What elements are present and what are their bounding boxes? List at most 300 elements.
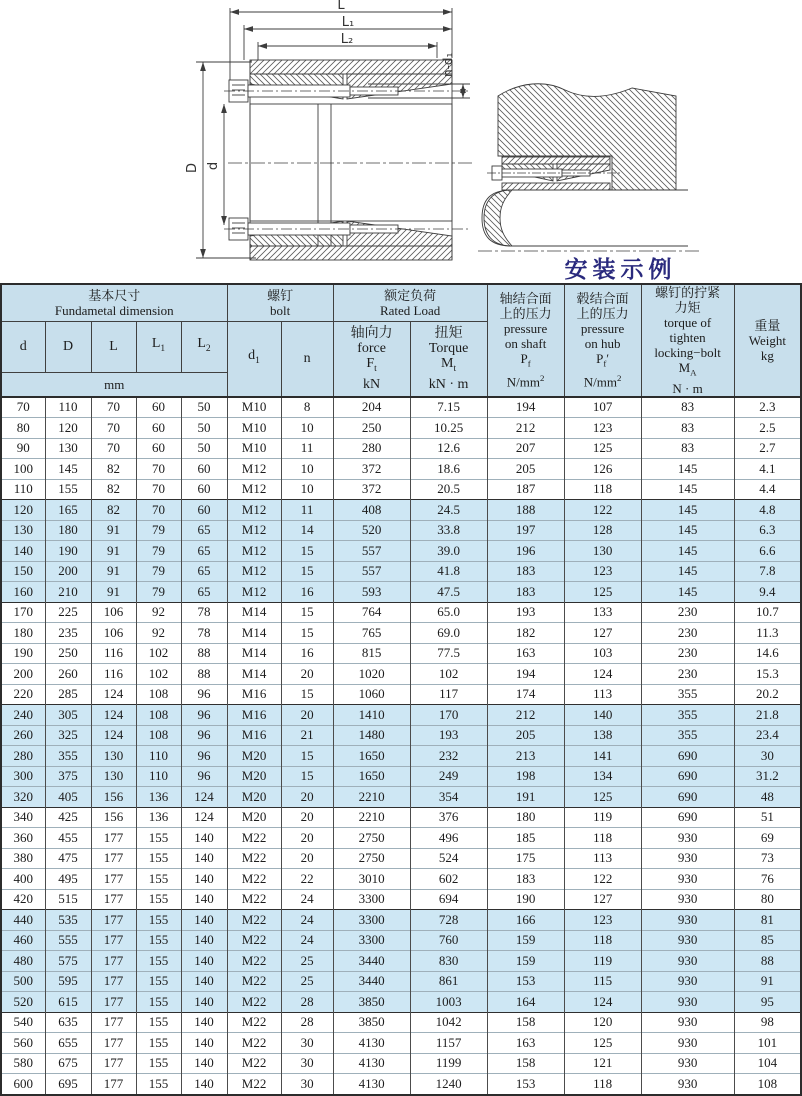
table-cell: M22 (227, 1012, 281, 1033)
table-cell: 177 (91, 869, 136, 890)
table-cell: 81 (734, 910, 801, 931)
table-cell: 12.6 (410, 438, 487, 459)
table-cell: 100 (1, 459, 45, 480)
table-cell: 14.6 (734, 643, 801, 664)
table-cell: 92 (136, 623, 181, 644)
table-cell: 340 (1, 807, 45, 828)
table-cell: 121 (564, 1053, 641, 1074)
table-row (1, 848, 801, 869)
table-cell: 515 (45, 889, 91, 910)
table-cell: 47.5 (410, 582, 487, 603)
table-cell: 140 (181, 930, 227, 951)
table-cell: 177 (91, 1053, 136, 1074)
table-cell: 116 (91, 643, 136, 664)
table-cell: 140 (564, 705, 641, 726)
table-cell: 555 (45, 930, 91, 951)
table-cell: 79 (136, 561, 181, 582)
table-cell: 128 (564, 520, 641, 541)
table-cell: 250 (333, 418, 410, 439)
table-cell: 140 (181, 1053, 227, 1074)
table-cell: 213 (487, 746, 564, 767)
table-cell: 31.2 (734, 766, 801, 787)
table-cell: 372 (333, 459, 410, 480)
table-cell: 20.5 (410, 479, 487, 500)
header-col-n: n (281, 322, 333, 397)
table-cell: 159 (487, 951, 564, 972)
table-cell: 122 (564, 869, 641, 890)
table-cell: 140 (1, 541, 45, 562)
table-cell: M22 (227, 992, 281, 1013)
table-cell: 22 (281, 869, 333, 890)
table-row (1, 541, 801, 562)
table-cell: 125 (564, 787, 641, 808)
table-cell: 177 (91, 848, 136, 869)
table-cell: 155 (45, 479, 91, 500)
table-cell: 145 (641, 541, 734, 562)
table-cell: 695 (45, 1074, 91, 1095)
table-cell: 300 (1, 766, 45, 787)
table-cell: 69.0 (410, 623, 487, 644)
table-cell: 212 (487, 705, 564, 726)
table-cell: 118 (564, 1074, 641, 1095)
header-col-d1: $d_1$ (227, 322, 281, 397)
table-cell: 140 (181, 1074, 227, 1095)
table-cell: 155 (136, 889, 181, 910)
table-cell: 119 (564, 807, 641, 828)
table-cell: 96 (181, 705, 227, 726)
table-cell: M12 (227, 500, 281, 521)
table-cell: 117 (410, 684, 487, 705)
table-cell: 130 (91, 766, 136, 787)
table-cell: 460 (1, 930, 45, 951)
table-cell: 77.5 (410, 643, 487, 664)
table-row (1, 520, 801, 541)
table-cell: 500 (1, 971, 45, 992)
table-cell: 560 (1, 1033, 45, 1054)
table-cell: 690 (641, 787, 734, 808)
table-cell: 140 (181, 1033, 227, 1054)
table-cell: 15 (281, 541, 333, 562)
table-cell: 30 (734, 746, 801, 767)
table-cell: 85 (734, 930, 801, 951)
table-cell: 113 (564, 848, 641, 869)
table-cell: 930 (641, 828, 734, 849)
table-cell: 130 (91, 746, 136, 767)
table-cell: 88 (181, 664, 227, 685)
table-row (1, 602, 801, 623)
table-cell: 376 (410, 807, 487, 828)
table-cell: 4.1 (734, 459, 801, 480)
table-cell: 3440 (333, 971, 410, 992)
table-cell: 98 (734, 1012, 801, 1033)
table-cell: 60 (181, 459, 227, 480)
table-cell: 1020 (333, 664, 410, 685)
table-cell: 1410 (333, 705, 410, 726)
table-cell: 115 (564, 971, 641, 992)
table-cell: 177 (91, 889, 136, 910)
table-cell: 180 (487, 807, 564, 828)
table-cell: 48 (734, 787, 801, 808)
table-cell: 177 (91, 930, 136, 951)
table-cell: 124 (91, 705, 136, 726)
table-cell: 930 (641, 992, 734, 1013)
table-cell: 145 (641, 459, 734, 480)
table-cell: 405 (45, 787, 91, 808)
table-cell: 153 (487, 1074, 564, 1095)
table-cell: 118 (564, 828, 641, 849)
table-cell: 120 (45, 418, 91, 439)
table-cell: 16 (281, 643, 333, 664)
table-cell: 165 (45, 500, 91, 521)
table-cell: 82 (91, 500, 136, 521)
table-cell: 15.3 (734, 664, 801, 685)
table-cell: 694 (410, 889, 487, 910)
table-cell: 158 (487, 1053, 564, 1074)
table-cell: 861 (410, 971, 487, 992)
table-row (1, 684, 801, 705)
table-cell: 124 (91, 725, 136, 746)
table-cell: 79 (136, 541, 181, 562)
table-cell: 212 (487, 418, 564, 439)
table-cell: 375 (45, 766, 91, 787)
table-cell: 50 (181, 438, 227, 459)
table-row (1, 787, 801, 808)
table-cell: 615 (45, 992, 91, 1013)
table-cell: 635 (45, 1012, 91, 1033)
table-cell: 65.0 (410, 602, 487, 623)
table-cell: M12 (227, 459, 281, 480)
table-cell: 760 (410, 930, 487, 951)
table-cell: 83 (641, 418, 734, 439)
table-cell: 2750 (333, 828, 410, 849)
table-cell: 164 (487, 992, 564, 1013)
table-row (1, 479, 801, 500)
table-cell: 91 (91, 561, 136, 582)
table-cell: 106 (91, 623, 136, 644)
table-cell: 930 (641, 1074, 734, 1095)
table-cell: 155 (136, 828, 181, 849)
table-cell: 166 (487, 910, 564, 931)
table-cell: 520 (1, 992, 45, 1013)
table-cell: 25 (281, 971, 333, 992)
table-cell: 3010 (333, 869, 410, 890)
table-row (1, 561, 801, 582)
table-cell: 163 (487, 643, 564, 664)
table-cell: 124 (564, 664, 641, 685)
table-cell: 136 (136, 787, 181, 808)
table-cell: M22 (227, 869, 281, 890)
table-cell: 600 (1, 1074, 45, 1095)
header-col-D: D (45, 322, 91, 373)
table-cell: 158 (487, 1012, 564, 1033)
table-cell: 30 (281, 1053, 333, 1074)
dim-label-D: D (185, 162, 200, 174)
table-cell: 4130 (333, 1053, 410, 1074)
table-cell: 134 (564, 766, 641, 787)
table-cell: M20 (227, 766, 281, 787)
table-cell: 230 (641, 623, 734, 644)
table-cell: 3300 (333, 889, 410, 910)
table-cell: 20 (281, 848, 333, 869)
table-cell: 155 (136, 1053, 181, 1074)
table-cell: 24.5 (410, 500, 487, 521)
table-cell: M12 (227, 520, 281, 541)
table-cell: 197 (487, 520, 564, 541)
table-cell: 20 (281, 664, 333, 685)
table-cell: 101 (734, 1033, 801, 1054)
table-cell: 155 (136, 910, 181, 931)
table-cell: 207 (487, 438, 564, 459)
table-cell: M22 (227, 951, 281, 972)
table-cell: M12 (227, 541, 281, 562)
table-cell: 122 (564, 500, 641, 521)
table-row (1, 951, 801, 972)
table-cell: 140 (181, 889, 227, 910)
table-cell: 420 (1, 889, 45, 910)
table-cell: 930 (641, 910, 734, 931)
locking-assembly-section (196, 8, 472, 260)
table-cell: 95 (734, 992, 801, 1013)
table-cell: 7.15 (410, 397, 487, 418)
table-cell: 25 (281, 951, 333, 972)
table-cell: 8 (281, 397, 333, 418)
table-cell: 108 (136, 705, 181, 726)
installation-example-drawing (478, 84, 700, 251)
table-cell: 2.5 (734, 418, 801, 439)
dim-label-d: d (206, 161, 221, 171)
table-cell: M16 (227, 705, 281, 726)
header-tightening-torque: 螺钉的拧紧 力矩 torque of tighten locking−bolt $M_A$ N · m (641, 284, 734, 397)
table-cell: 765 (333, 623, 410, 644)
table-cell: 355 (641, 684, 734, 705)
table-cell: 145 (641, 479, 734, 500)
table-cell: 930 (641, 889, 734, 910)
table-cell: 6.3 (734, 520, 801, 541)
table-cell: 194 (487, 664, 564, 685)
table-row (1, 889, 801, 910)
table-cell: 520 (333, 520, 410, 541)
table-cell: 496 (410, 828, 487, 849)
table-cell: 355 (641, 725, 734, 746)
table-cell: 183 (487, 561, 564, 582)
table-cell: M14 (227, 643, 281, 664)
table-cell: 130 (564, 541, 641, 562)
table-cell: 60 (136, 418, 181, 439)
table-cell: 200 (1, 664, 45, 685)
table-row (1, 725, 801, 746)
table-cell: 110 (136, 766, 181, 787)
table-cell: 96 (181, 684, 227, 705)
table-cell: 125 (564, 438, 641, 459)
table-cell: 108 (136, 684, 181, 705)
table-cell: M12 (227, 561, 281, 582)
dim-label-L2: L₂ (340, 32, 354, 47)
table-cell: 1199 (410, 1053, 487, 1074)
table-cell: 11 (281, 438, 333, 459)
table-cell: 88 (734, 951, 801, 972)
table-cell: 82 (91, 459, 136, 480)
table-cell: 1157 (410, 1033, 487, 1054)
table-cell: M20 (227, 746, 281, 767)
table-cell: 83 (641, 438, 734, 459)
table-cell: 141 (564, 746, 641, 767)
table-cell: 91 (91, 520, 136, 541)
section-drawing (0, 0, 800, 283)
table-cell: 580 (1, 1053, 45, 1074)
table-cell: 127 (564, 889, 641, 910)
table-cell: 355 (641, 705, 734, 726)
table-cell: 70 (91, 397, 136, 418)
table-cell: 200 (45, 561, 91, 582)
table-row (1, 807, 801, 828)
table-cell: 15 (281, 602, 333, 623)
table-cell: 79 (136, 582, 181, 603)
table-row (1, 910, 801, 931)
table-cell: 33.8 (410, 520, 487, 541)
table-cell: 249 (410, 766, 487, 787)
table-cell: 126 (564, 459, 641, 480)
table-cell: M22 (227, 1053, 281, 1074)
table-cell: 354 (410, 787, 487, 808)
table-cell: 535 (45, 910, 91, 931)
table-cell: 140 (181, 971, 227, 992)
table-cell: 24 (281, 930, 333, 951)
table-cell: 16 (281, 582, 333, 603)
table-cell: 123 (564, 910, 641, 931)
table-cell: 60 (136, 397, 181, 418)
table-cell: 2210 (333, 807, 410, 828)
table-cell: 110 (1, 479, 45, 500)
table-cell: 14 (281, 520, 333, 541)
table-cell: 24 (281, 910, 333, 931)
table-cell: 133 (564, 602, 641, 623)
table-cell: 155 (136, 848, 181, 869)
table-cell: 480 (1, 951, 45, 972)
dimension-table (0, 283, 802, 1096)
table-cell: M20 (227, 807, 281, 828)
table-cell: 102 (410, 664, 487, 685)
table-cell: 96 (181, 766, 227, 787)
table-row (1, 1012, 801, 1033)
table-cell: M12 (227, 479, 281, 500)
table-cell: 155 (136, 1012, 181, 1033)
table-cell: 602 (410, 869, 487, 890)
table-cell: 50 (181, 397, 227, 418)
table-cell: 70 (136, 479, 181, 500)
header-unit-mm: mm (1, 372, 227, 397)
table-cell: 20 (281, 828, 333, 849)
table-cell: 150 (1, 561, 45, 582)
table-cell: 140 (181, 828, 227, 849)
table-cell: 96 (181, 725, 227, 746)
table-row (1, 930, 801, 951)
table-cell: 65 (181, 541, 227, 562)
table-cell: 190 (45, 541, 91, 562)
table-row (1, 459, 801, 480)
table-cell: 930 (641, 869, 734, 890)
table-cell: 225 (45, 602, 91, 623)
table-row (1, 828, 801, 849)
table-cell: 177 (91, 992, 136, 1013)
table-cell: 51 (734, 807, 801, 828)
table-cell: 180 (1, 623, 45, 644)
table-cell: 4130 (333, 1074, 410, 1095)
table-cell: 4.4 (734, 479, 801, 500)
table-cell: 177 (91, 1012, 136, 1033)
table-cell: M10 (227, 418, 281, 439)
table-cell: 155 (136, 869, 181, 890)
table-cell: 60 (181, 479, 227, 500)
table-cell: 125 (564, 1033, 641, 1054)
table-cell: 155 (136, 1033, 181, 1054)
table-cell: 175 (487, 848, 564, 869)
table-cell: 183 (487, 582, 564, 603)
table-cell: 82 (91, 479, 136, 500)
table-cell: 78 (181, 623, 227, 644)
table-cell: 60 (181, 500, 227, 521)
table-cell: 21.8 (734, 705, 801, 726)
table-cell: 20 (281, 705, 333, 726)
table-cell: 930 (641, 1012, 734, 1033)
table-cell: 440 (1, 910, 45, 931)
table-row (1, 643, 801, 664)
table-row (1, 705, 801, 726)
header-weight: 重量 Weight kg (734, 284, 801, 397)
table-cell: 108 (136, 725, 181, 746)
table-cell: 177 (91, 951, 136, 972)
table-cell: 177 (91, 971, 136, 992)
table-cell: 260 (1, 725, 45, 746)
table-cell: 106 (91, 602, 136, 623)
table-cell: M22 (227, 889, 281, 910)
table-cell: 30 (281, 1033, 333, 1054)
table-cell: 2210 (333, 787, 410, 808)
table-cell: 140 (181, 869, 227, 890)
table-cell: 250 (45, 643, 91, 664)
table-cell: 4.8 (734, 500, 801, 521)
table-cell: 156 (91, 807, 136, 828)
table-cell: 119 (564, 951, 641, 972)
table-cell: 930 (641, 848, 734, 869)
table-cell: 690 (641, 746, 734, 767)
table-cell: 11.3 (734, 623, 801, 644)
table-cell: 400 (1, 869, 45, 890)
table-cell: 380 (1, 848, 45, 869)
table-cell: 1003 (410, 992, 487, 1013)
table-cell: 930 (641, 971, 734, 992)
table-cell: 174 (487, 684, 564, 705)
table-cell: 205 (487, 459, 564, 480)
table-cell: 260 (45, 664, 91, 685)
table-cell: 2.3 (734, 397, 801, 418)
table-cell: 78 (181, 602, 227, 623)
table-cell: 156 (91, 787, 136, 808)
table-cell: 593 (333, 582, 410, 603)
table-cell: M22 (227, 910, 281, 931)
table-cell: 104 (734, 1053, 801, 1074)
table-cell: 124 (564, 992, 641, 1013)
table-cell: 204 (333, 397, 410, 418)
table-cell: 65 (181, 561, 227, 582)
table-cell: 205 (487, 725, 564, 746)
table-cell: M22 (227, 1033, 281, 1054)
table-cell: 930 (641, 930, 734, 951)
table-cell: 177 (91, 828, 136, 849)
table-cell: 408 (333, 500, 410, 521)
table-cell: 183 (487, 869, 564, 890)
table-cell: 110 (45, 397, 91, 418)
table-cell: 9.4 (734, 582, 801, 603)
